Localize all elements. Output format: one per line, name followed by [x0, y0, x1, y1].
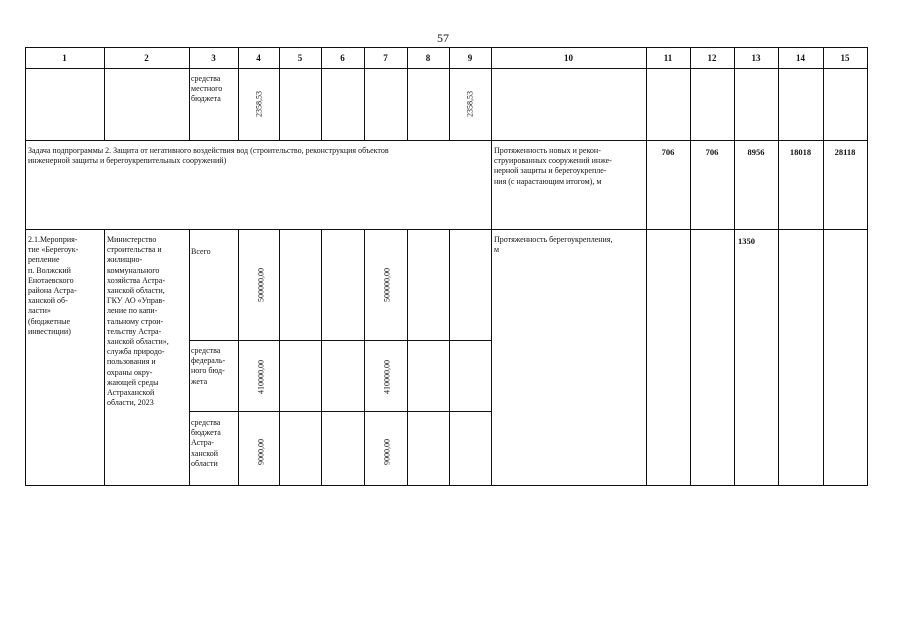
measure-executor: Министерство строительства и жилищно- коммунального хозяйства Астра- ханской области, ГКУ АО «Управ- ление по капи- тальному строи- тельству Астра- ханской области», служба природо- пользования и охраны окру- жающей среды Астраханской области, 2023: [107, 235, 169, 408]
amount-col9: 2358,53: [465, 91, 475, 117]
header-cell: 1: [62, 53, 67, 63]
header-cell: 13: [751, 53, 761, 63]
header-cell: 11: [663, 53, 673, 63]
page-number: 57: [437, 31, 449, 45]
value-col11: 706: [661, 147, 675, 157]
amount-col7: 500000,00: [382, 268, 392, 302]
amount-col4: 9000,00: [256, 439, 266, 465]
header-cell: 2: [144, 53, 149, 63]
measure-indicator: Протяженность берегоукрепления, м: [494, 235, 613, 255]
header-cell: 6: [340, 53, 345, 63]
header-cell: 7: [383, 53, 388, 63]
header-cell: 14: [796, 53, 805, 63]
header-cell: 12: [707, 53, 717, 63]
funding-source: средства федераль- ного бюд- жета: [191, 346, 226, 386]
funding-source: средства местного бюджета: [191, 74, 223, 104]
amount-col4: 410000,00: [256, 360, 266, 394]
value-col14: 18018: [789, 147, 812, 157]
measure-name: 2.1.Мероприя- тие «Берегоук- репление п. Волжский Енотаевского района Астра- ханской об- ласти» (бюджетные инвестиции): [28, 235, 79, 336]
amount-col4: 500000,00: [256, 268, 266, 302]
value-col15: 28118: [834, 147, 856, 157]
amount-col7: 9000,00: [382, 439, 392, 465]
value-col13: 1350: [738, 236, 755, 246]
amount-col7: 410000,00: [382, 360, 392, 394]
value-col12: 706: [705, 147, 719, 157]
header-cell: 9: [467, 53, 473, 63]
funding-source: Всего: [191, 247, 211, 256]
header-cell: 8: [425, 53, 431, 63]
header-cell: 5: [297, 53, 303, 63]
header-cell: 3: [211, 53, 216, 63]
funding-source: средства бюджета Астра- ханской области: [191, 418, 221, 468]
amount-col4: 2358,53: [254, 91, 264, 117]
header-cell: 10: [564, 53, 573, 63]
task-indicator: Протяженность новых и рекон- струированных сооружений инже- нерной защиты и берегоукрепле- ния (с нарастающим итогом), м: [494, 146, 612, 186]
header-cell: 15: [840, 53, 850, 63]
task-title: Задача подпрограммы 2. Защита от негативного воздействия вод (строительство, реконструкция объектов инженерной защиты и берегоукрепительных сооружений): [28, 146, 389, 166]
value-col13: 8956: [747, 147, 765, 157]
header-cell: 4: [256, 53, 261, 63]
